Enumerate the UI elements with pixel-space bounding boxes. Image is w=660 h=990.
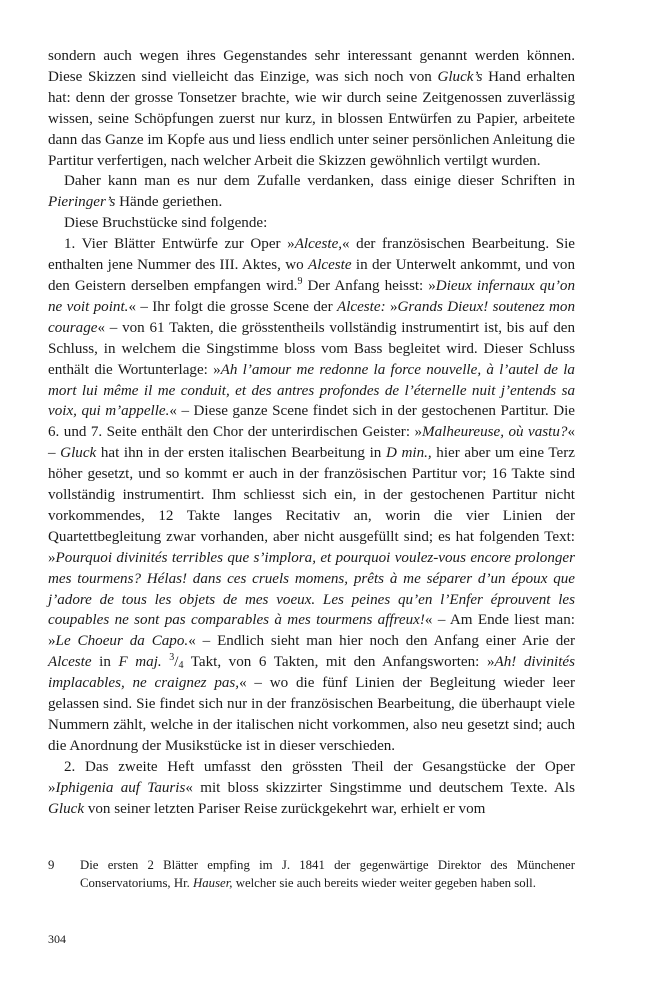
footnote <box>48 856 575 892</box>
paragraph: Diese Bruchstücke sind folgende: <box>64 215 268 232</box>
footnote-text: Die ersten 2 Blätter empfing im J. 1841 der gegenwärtige Direktor des Münchener Conservatoriums, Hr. Hauser, welcher sie auch bereits wieder weiter gegeben haben soll. <box>80 858 575 890</box>
paragraph: sondern auch wegen ihres Gegenstandes sehr interessant genannt werden können. Diese Skizzen sind vielleicht das Einzige, was sich noch von Gluck’s Hand erhalten hat: denn der grosse Tonsetzer brachte, wie wir durch seine Zeitgenossen zuverlässig wissen, seine Schöpfungen zuerst nur kurz, in blossen Entwürfen zu Papier, arbeitete dann das Ganze im Kopfe aus und liess endlich unter seiner persönlichen Anleitung die Partitur verfertigen, nach welcher Arbeit die Skizzen gewöhnlich vertilgt wurden. <box>48 48 575 169</box>
time-signature: $^3/_4$ <box>169 652 184 672</box>
paragraph: Daher kann man es nur dem Zufalle verdanken, dass einige dieser Schriften in Pieringer’s Hände geriethen. <box>48 173 575 211</box>
paragraph: 1. Vier Blätter Entwürfe zur Oper »Alceste,« der französischen Bearbeitung. Sie enthalten jene Nummer des III. Aktes, wo Alceste in der Unterwelt ankommt, und von den Geistern derselben empfangen wird.$^9$ Der Anfang heisst: »Dieux infernaux qu’on ne voit point.« – Ihr folgt die grosse Scene der Alceste: »Grands Dieux! soutenez mon courage« – von 61 Takten, die grösstentheils vollständig instrumentirt ist, bis auf den Schluss, in welchem die Singstimme bloss vom Bass begleitet wird. Dieser Schluss enthält die Wortunterlage: »Ah l’amour me redonne la force nouvelle, à l’autel de la mort lui même il me conduit, et des antres profondes de l’éternelle nuit j’entends sa voix, qui m’appelle.« – Diese ganze Scene findet sich in der gestochenen Partitur. Die 6. und 7. Seite enthält den Chor der unterirdischen Geister: »Malheureuse, où vastu?« – Gluck hat ihn in der ersten italischen Bearbeitung in D min., hier aber um eine Terz höher gesetzt, und so kommt er auch in der französischen Partitur vor; 16 Takte sind vollständig instrumentirt. Ihm schliesst sich ein, in der gestochenen Partitur nicht vorkommendes, 12 Takte langes Recitativ an, worin die vier Linien der Quartettbegleitung zwar vorhanden, aber nicht ausgefüllt sind; es hat folgenden Text: »Pourquoi divinités terribles que s’implora, et pourquoi voulez-vous encore prolonger mes tourmens? Hélas! dans ces cruels momens, prêts à me séparer d’un époux que j’adore de tous les objets de mes voeux. Les peines qu’en l’Enfer éprouvent les coupables ne sont pas comparables à mes tourmens affreux!« – Am Ende liest man: »Le Choeur da Capo.« – Endlich sieht man hier noch den Anfang einer Arie der Alceste in F maj. $^3/_4$ Takt, von 6 Takten, mit den Anfangsworten: »Ah! divinités implacables, ne craignez pas,« – wo die fünf Linien der Begleitung wieder leer gelassen sind. Sie findet sich nur in der französischen Bearbeitung, die überhaupt viele Nummern zählt, welche in der italischen nicht vorkommen, also neu gesetzt sind; auch die Anordnung der Musikstücke ist in dieser verschieden. <box>48 236 576 754</box>
main-text <box>48 46 575 820</box>
footnote-number: 9 <box>48 858 55 872</box>
paragraph: 2. Das zweite Heft umfasst den grössten Theil der Gesangstücke der Oper »Iphigenia auf Tauris« mit bloss skizzirter Singstimme und deutschem Texte. Als Gluck von seiner letzten Pariser Reise zurückgekehrt war, erhielt er vom <box>48 758 575 817</box>
footnote-reference[interactable]: 9 <box>297 275 303 287</box>
page-number: 304 <box>48 932 66 946</box>
